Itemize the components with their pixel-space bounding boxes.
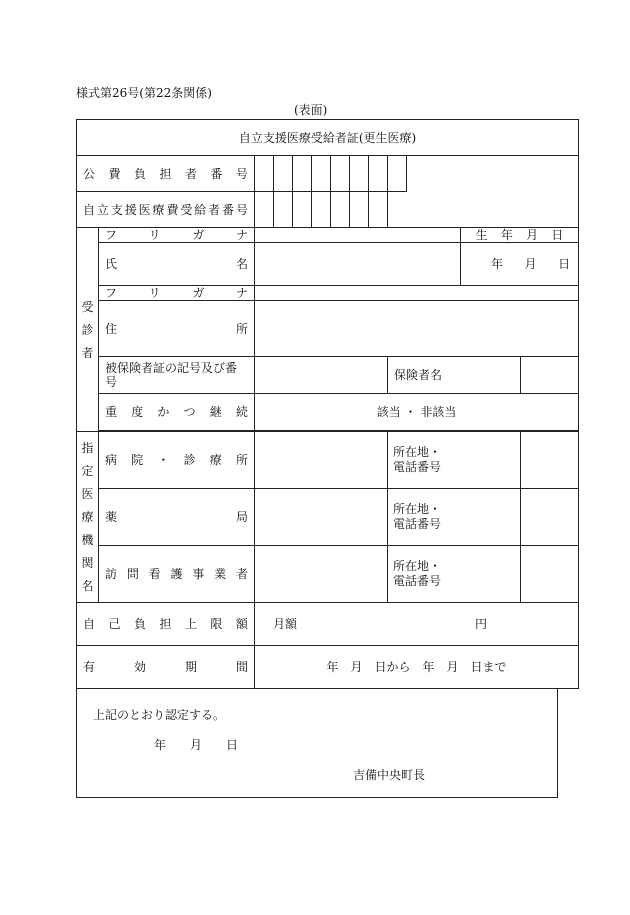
designated-institution-group-label: 指 定 医 療 機 関 名: [77, 432, 99, 603]
insurer-name-label: 保険者名: [388, 357, 521, 394]
pharmacy-text: 薬 局: [105, 510, 248, 524]
address-field[interactable]: [255, 301, 579, 357]
visiting-nursing-location-label: 所在地・ 電話番号: [388, 546, 521, 603]
certification-section: [76, 689, 558, 798]
pharmacy-field[interactable]: [255, 489, 388, 546]
recipient-digit-3[interactable]: [293, 192, 312, 228]
pharmacy-location-field[interactable]: [521, 489, 579, 546]
name-label: [99, 243, 255, 286]
visiting-nursing-label: [99, 546, 255, 603]
valid-period-label: [77, 646, 255, 689]
birth-date-header: 生 年 月 日: [461, 228, 579, 243]
recipient-digit-4[interactable]: [312, 192, 331, 228]
payer-digit-4[interactable]: [312, 156, 331, 192]
address-text: 住 所: [105, 321, 248, 336]
applicable-options[interactable]: 該当 ・ 非該当: [255, 394, 579, 431]
hospital-location-field[interactable]: [521, 432, 579, 489]
recipient-digit-6[interactable]: [350, 192, 369, 228]
recipient-digit-1[interactable]: [255, 192, 274, 228]
furigana-address-field[interactable]: [255, 286, 579, 301]
recipient-number-text: 自 立 支 援 医 療 費 受 給 者 番 号: [83, 202, 248, 217]
issuer-name: 吉備中央町長: [353, 768, 426, 782]
recipient-blank: [388, 192, 579, 228]
visiting-nursing-text: 訪 問 看 護 事 業 者: [105, 567, 248, 581]
payer-digit-2[interactable]: [274, 156, 293, 192]
yen-label: 円: [475, 617, 488, 631]
furigana-name-field[interactable]: [255, 228, 461, 243]
pharmacy-location-label: 所在地・ 電話番号: [388, 489, 521, 546]
furigana-text-2: フ リ ガ ナ: [105, 286, 248, 300]
payer-digit-6[interactable]: [350, 156, 369, 192]
monthly-label: 月額: [273, 617, 298, 631]
furigana-label-2: [99, 286, 255, 301]
payer-digit-5[interactable]: [331, 156, 350, 192]
birth-date-field[interactable]: 年 月 日: [461, 243, 579, 286]
recipient-digit-5[interactable]: [331, 192, 350, 228]
certification-date: 年 月 日: [154, 738, 239, 752]
payer-digit-8[interactable]: [388, 156, 407, 192]
payer-digit-7[interactable]: [369, 156, 388, 192]
certificate-form: [76, 119, 579, 798]
insurance-card-label: 被保険者証の記号及び番号: [99, 357, 255, 394]
copay-limit-field[interactable]: [255, 603, 579, 646]
hospital-location-label: 所在地・ 電話番号: [388, 432, 521, 489]
severe-continuous-text: 重 度 か つ 継 続: [105, 405, 248, 419]
name-text: 氏 名: [105, 257, 248, 271]
recipient-digit-2[interactable]: [274, 192, 293, 228]
furigana-text-1: フ リ ガ ナ: [105, 228, 248, 242]
valid-period-field[interactable]: 年 月 日から 年 月 日まで: [255, 646, 579, 689]
address-label: [99, 301, 255, 357]
pharmacy-label: [99, 489, 255, 546]
insurer-name-field[interactable]: [521, 357, 579, 394]
public-payer-number-label: [77, 156, 255, 192]
side-label: (表面): [294, 103, 328, 117]
payer-blank: [407, 156, 579, 192]
recipient-number-label: [77, 192, 255, 228]
recipient-group-label: 受 診 者: [77, 228, 99, 432]
form-number: 様式第26号(第22条関係): [76, 86, 212, 100]
severe-continuous-label: [99, 394, 255, 431]
hospital-field[interactable]: [255, 432, 388, 489]
payer-digit-3[interactable]: [293, 156, 312, 192]
hospital-text: 病 院 ・ 診 療 所: [105, 453, 248, 467]
recipient-digit-7[interactable]: [369, 192, 388, 228]
form-title: 自立支援医療受給者証(更生医療): [77, 120, 579, 156]
insurance-card-field[interactable]: [255, 357, 388, 394]
visiting-nursing-field[interactable]: [255, 546, 388, 603]
visiting-nursing-location-field[interactable]: [521, 546, 579, 603]
certification-text: 上記のとおり認定する。: [93, 708, 226, 722]
furigana-label-1: [99, 228, 255, 243]
valid-period-text: 有 効 期 間: [83, 660, 248, 674]
name-field[interactable]: [255, 243, 461, 286]
copay-limit-label: [77, 603, 255, 646]
hospital-label: [99, 432, 255, 489]
public-payer-number-text: 公 費 負 担 者 番 号: [83, 166, 248, 181]
copay-limit-text: 自 己 負 担 上 限 額: [83, 617, 248, 631]
payer-digit-1[interactable]: [255, 156, 274, 192]
